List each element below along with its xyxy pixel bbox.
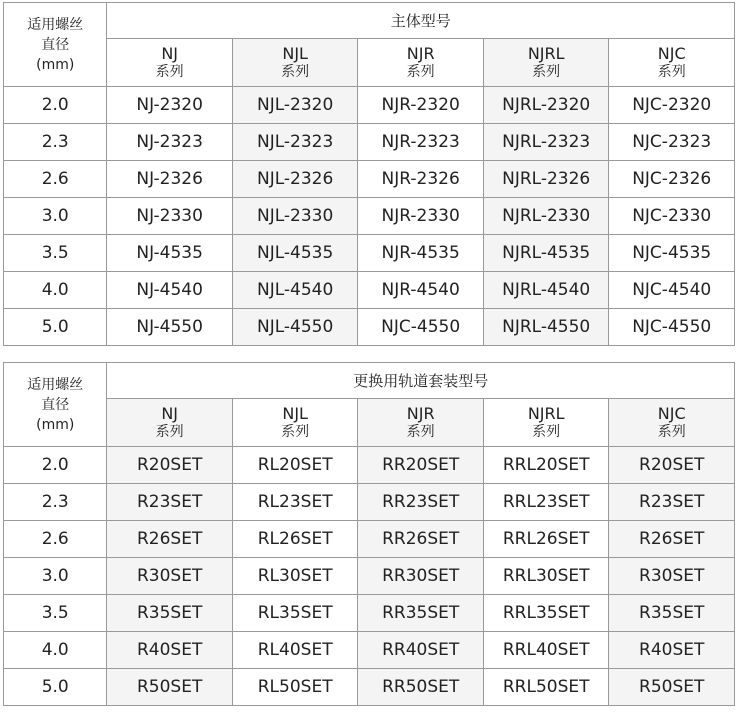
model-cell: NJC-2323 (609, 124, 735, 161)
table-row (4, 595, 735, 632)
series-header-njc (609, 39, 735, 87)
diameter-header-unit: (mm) (36, 416, 75, 433)
model-cell: RRL20SET (483, 447, 609, 484)
model-cell: NJRL-2320 (483, 87, 609, 124)
model-cell: NJR-2323 (358, 124, 484, 161)
diameter-cell: 2.0 (4, 447, 107, 484)
model-cell: R26SET (107, 521, 233, 558)
series-header-nj (107, 39, 233, 87)
diameter-header-line1: 适用螺丝 (27, 16, 84, 33)
series-name: NJL (282, 403, 308, 423)
diameter-cell: 2.3 (4, 124, 107, 161)
series-header-njrl (483, 399, 609, 447)
model-cell: NJRL-4535 (483, 235, 609, 272)
model-cell: RL50SET (232, 669, 358, 706)
series-name: NJL (282, 43, 308, 63)
model-cell: R23SET (107, 484, 233, 521)
model-cell: NJ-4540 (107, 272, 233, 309)
model-cell: R26SET (609, 521, 735, 558)
model-cell: R40SET (609, 632, 735, 669)
model-cell: RL23SET (232, 484, 358, 521)
model-cell: RL40SET (232, 632, 358, 669)
series-header-njl (232, 39, 358, 87)
series-sub-label: 系列 (155, 63, 184, 80)
series-name: NJRL (527, 43, 565, 63)
diameter-header-line1: 适用螺丝 (27, 376, 84, 393)
model-cell: NJRL-4550 (483, 309, 609, 346)
model-cell: R35SET (609, 595, 735, 632)
table-row (4, 235, 735, 272)
series-sub-label: 系列 (532, 63, 561, 80)
series-sub-label: 系列 (155, 423, 184, 440)
series-name: NJRL (527, 403, 565, 423)
table-row (4, 87, 735, 124)
series-name: NJ (161, 43, 179, 63)
model-cell: NJRL-2330 (483, 198, 609, 235)
series-header-njr (358, 399, 484, 447)
series-name: NJR (406, 403, 435, 423)
model-cell: NJR-2320 (358, 87, 484, 124)
model-cell: NJC-4540 (609, 272, 735, 309)
table-row (4, 484, 735, 521)
diameter-cell: 5.0 (4, 309, 107, 346)
model-cell: RR40SET (358, 632, 484, 669)
model-cell: NJC-4550 (358, 309, 484, 346)
model-cell: NJL-4550 (232, 309, 358, 346)
model-cell: R20SET (107, 447, 233, 484)
model-cell: RRL50SET (483, 669, 609, 706)
model-cell: NJC-2320 (609, 87, 735, 124)
model-cell: NJR-4540 (358, 272, 484, 309)
model-cell: R50SET (107, 669, 233, 706)
rail-table-title: 更换用轨道套装型号 (107, 363, 735, 399)
table-row (4, 124, 735, 161)
rail-series-header-row (4, 399, 735, 447)
model-cell: NJRL-2323 (483, 124, 609, 161)
diameter-cell: 5.0 (4, 669, 107, 706)
series-name: NJC (657, 403, 686, 423)
main-table-title-row (4, 3, 735, 39)
model-cell: R23SET (609, 484, 735, 521)
model-cell: NJL-4535 (232, 235, 358, 272)
model-cell: RL35SET (232, 595, 358, 632)
series-name: NJC (657, 43, 686, 63)
diameter-cell: 4.0 (4, 272, 107, 309)
main-table-body (4, 87, 735, 346)
model-cell: NJRL-2326 (483, 161, 609, 198)
model-cell: RR50SET (358, 669, 484, 706)
model-cell: NJ-2323 (107, 124, 233, 161)
model-cell: NJRL-4540 (483, 272, 609, 309)
model-cell: NJC-2326 (609, 161, 735, 198)
model-cell: NJC-4535 (609, 235, 735, 272)
model-cell: RR23SET (358, 484, 484, 521)
model-cell: NJL-2323 (232, 124, 358, 161)
table-row (4, 198, 735, 235)
model-cell: R30SET (107, 558, 233, 595)
table-row (4, 447, 735, 484)
model-cell: RRL26SET (483, 521, 609, 558)
model-cell: NJR-2326 (358, 161, 484, 198)
diameter-cell: 3.5 (4, 595, 107, 632)
model-cell: NJR-4535 (358, 235, 484, 272)
table-row (4, 161, 735, 198)
diameter-header-line2: 直径 (41, 36, 70, 53)
model-cell: NJ-2320 (107, 87, 233, 124)
series-name: NJ (161, 403, 179, 423)
diameter-cell: 2.3 (4, 484, 107, 521)
model-cell: R40SET (107, 632, 233, 669)
model-cell: RRL30SET (483, 558, 609, 595)
model-cell: NJC-4550 (609, 309, 735, 346)
model-cell: NJ-4550 (107, 309, 233, 346)
series-header-njr (358, 39, 484, 87)
table-row (4, 309, 735, 346)
rail-table-body (4, 447, 735, 706)
series-sub-label: 系列 (281, 63, 310, 80)
series-name: NJR (406, 43, 435, 63)
model-cell: NJL-2326 (232, 161, 358, 198)
diameter-cell: 3.5 (4, 235, 107, 272)
model-cell: RR26SET (358, 521, 484, 558)
model-cell: R35SET (107, 595, 233, 632)
series-sub-label: 系列 (281, 423, 310, 440)
model-cell: NJR-2330 (358, 198, 484, 235)
model-cell: NJ-2330 (107, 198, 233, 235)
main-table-title: 主体型号 (107, 3, 735, 39)
diameter-cell: 3.0 (4, 558, 107, 595)
diameter-cell: 2.6 (4, 521, 107, 558)
diameter-header-line2: 直径 (41, 396, 70, 413)
series-header-njl (232, 399, 358, 447)
diameter-header (4, 363, 107, 447)
model-cell: RL26SET (232, 521, 358, 558)
series-sub-label: 系列 (406, 423, 435, 440)
model-cell: R50SET (609, 669, 735, 706)
model-cell: RRL35SET (483, 595, 609, 632)
series-header-njrl (483, 39, 609, 87)
model-cell: R20SET (609, 447, 735, 484)
table-row (4, 272, 735, 309)
series-header-njc (609, 399, 735, 447)
diameter-cell: 3.0 (4, 198, 107, 235)
model-cell: NJ-2326 (107, 161, 233, 198)
diameter-cell: 2.0 (4, 87, 107, 124)
table-row (4, 669, 735, 706)
model-cell: RL20SET (232, 447, 358, 484)
model-cell: NJC-2330 (609, 198, 735, 235)
model-cell: RR35SET (358, 595, 484, 632)
diameter-cell: 2.6 (4, 161, 107, 198)
model-cell: NJL-2320 (232, 87, 358, 124)
model-cell: RR20SET (358, 447, 484, 484)
diameter-header-unit: (mm) (36, 56, 75, 73)
rail-set-table (3, 362, 735, 706)
table-row (4, 521, 735, 558)
model-cell: R30SET (609, 558, 735, 595)
model-cell: RR30SET (358, 558, 484, 595)
model-cell: RRL23SET (483, 484, 609, 521)
table-row (4, 632, 735, 669)
model-cell: NJ-4535 (107, 235, 233, 272)
diameter-cell: 4.0 (4, 632, 107, 669)
series-header-nj (107, 399, 233, 447)
model-cell: NJL-2330 (232, 198, 358, 235)
rail-table-title-row (4, 363, 735, 399)
series-sub-label: 系列 (406, 63, 435, 80)
diameter-header (4, 3, 107, 87)
model-cell: NJL-4540 (232, 272, 358, 309)
series-sub-label: 系列 (657, 423, 686, 440)
series-sub-label: 系列 (532, 423, 561, 440)
model-cell: RL30SET (232, 558, 358, 595)
model-cell: RRL40SET (483, 632, 609, 669)
series-sub-label: 系列 (657, 63, 686, 80)
main-series-header-row (4, 39, 735, 87)
table-row (4, 558, 735, 595)
main-model-table (3, 2, 735, 346)
